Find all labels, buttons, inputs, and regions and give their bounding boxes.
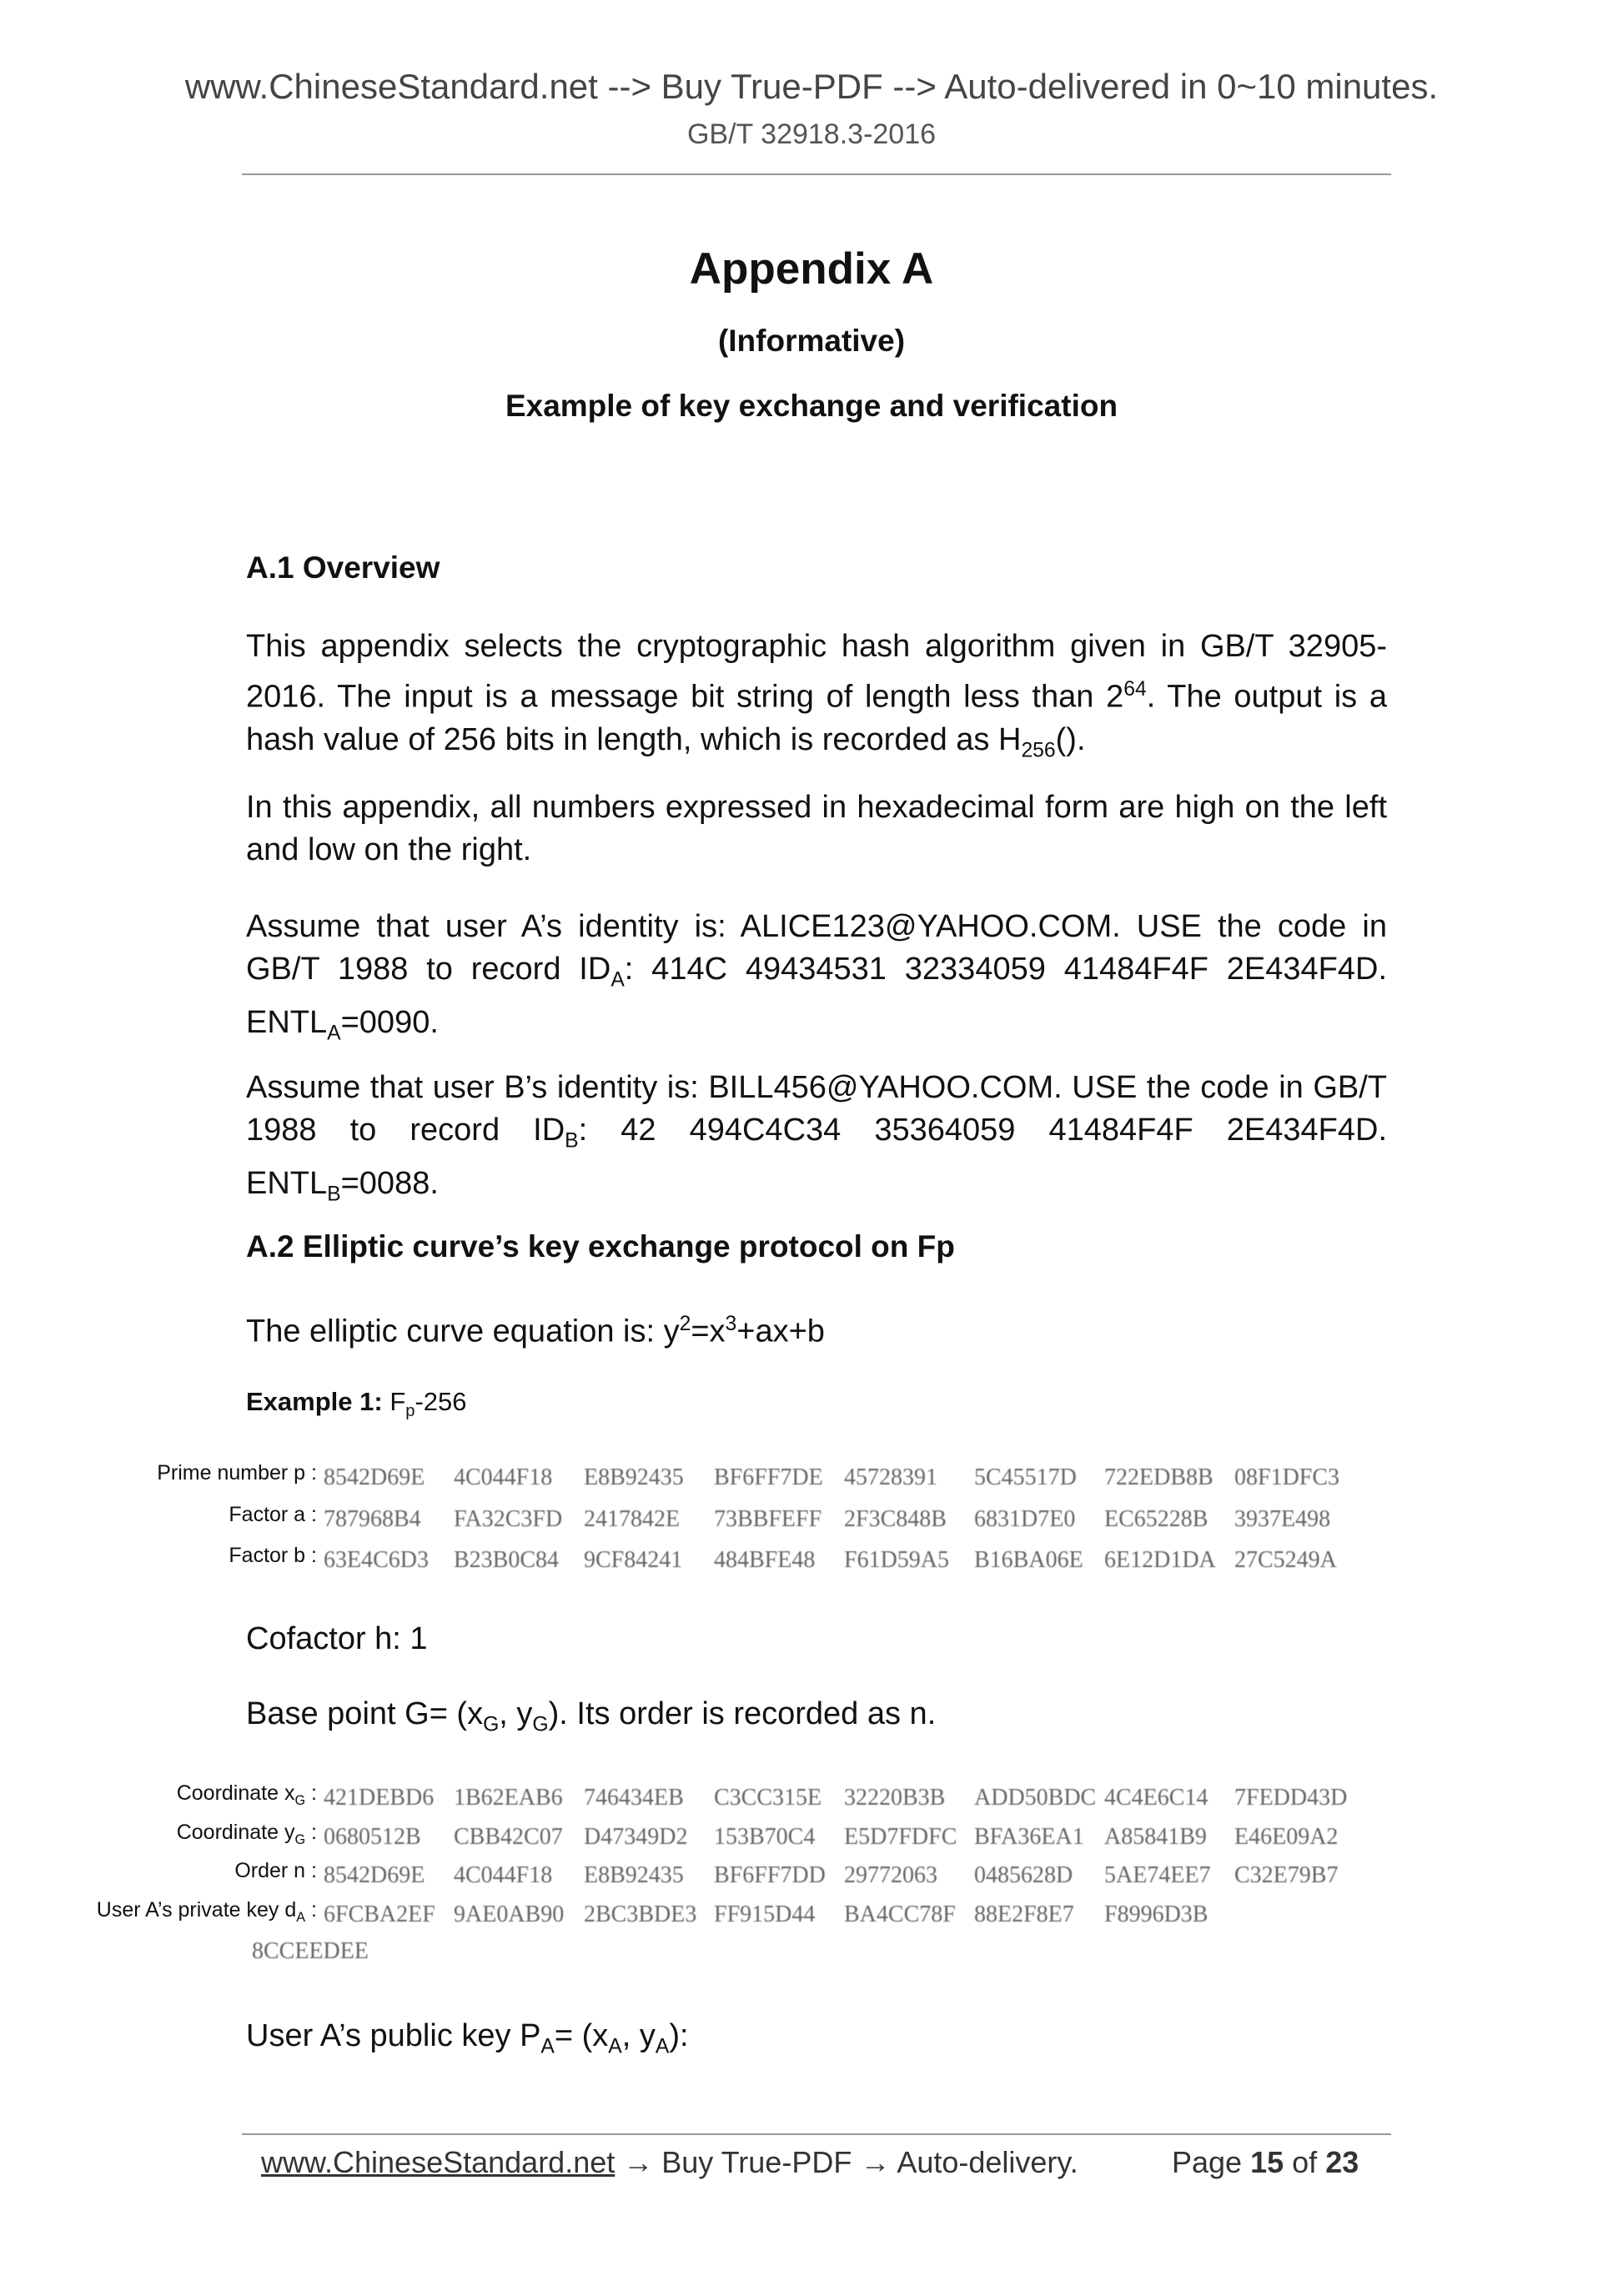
- hex-word: B23B0C84: [454, 1547, 560, 1573]
- hex-word: 73BBFEFF: [714, 1506, 822, 1532]
- paragraph-user-b: Assume that user B’s identity is: BILL456@YAHOO.COM. USE the code in GB/T 1988 to record $ID_B$: 42 494C4C34 35364059 41484F4F 2E434F4D. $ENTL_B=0088$.: [246, 1070, 1388, 1206]
- param-label: User A’s private key $d_A$ :: [96, 1898, 317, 1925]
- hex-word: 484BFE48: [714, 1547, 816, 1573]
- param-label: Factor b :: [229, 1544, 317, 1567]
- param-label: Prime number p :: [157, 1461, 317, 1485]
- base-point-row: [0, 1821, 1623, 1854]
- hex-word: C3CC315E: [714, 1785, 822, 1811]
- header-banner: www.ChineseStandard.net --> Buy True-PDF --> Auto-delivered in 0~10 minutes.: [184, 67, 1439, 106]
- base-point-row: [0, 1859, 1623, 1892]
- param-label: Order n :: [234, 1859, 317, 1882]
- header-standard-number: GB/T 32918.3-2016: [686, 118, 937, 150]
- paragraph-hash: This appendix selects the cryptographic hash algorithm given in GB/T 32905-2016. The input is a message bit string of length less than $2^{64}$. The output is a hash value of 256 bits in length, which is recorded as $H_{256}()$.: [246, 629, 1387, 762]
- param-label-text: Factor b: [229, 1544, 306, 1567]
- hex-word: 722EDB8B: [1104, 1465, 1213, 1490]
- hex-word: 27C5249A: [1234, 1547, 1337, 1573]
- param-label-sub: G: [294, 1832, 306, 1847]
- hex-word: 08F1DFC3: [1234, 1465, 1340, 1490]
- appendix-caption: Example of key exchange and verification: [505, 389, 1118, 423]
- hex-word: B16BA06E: [974, 1547, 1083, 1573]
- hex-word: 6831D7E0: [974, 1506, 1076, 1532]
- hex-word: 29772063: [844, 1862, 937, 1888]
- appendix-subtitle: (Informative): [717, 324, 906, 358]
- base-point-row: [0, 1898, 1623, 1932]
- base-point-row: [0, 1781, 1623, 1815]
- appendix-title: Appendix A: [689, 244, 934, 294]
- hex-word: 9CF84241: [584, 1547, 683, 1573]
- hex-word: 45728391: [844, 1465, 937, 1490]
- hex-word: 8542D69E: [324, 1862, 425, 1888]
- curve-equation: The elliptic curve equation is: $y^2=x^3+ax+b$: [246, 1313, 825, 1349]
- hex-word: 0680512B: [324, 1824, 421, 1850]
- param-label: Factor a :: [229, 1503, 317, 1526]
- hex-word: D47349D2: [584, 1824, 688, 1850]
- hex-word: 9AE0AB90: [454, 1902, 565, 1927]
- hex-word: CBB42C07: [454, 1824, 563, 1850]
- hex-word: BA4CC78F: [844, 1902, 956, 1927]
- param-label-text: Prime number p: [157, 1461, 306, 1485]
- paragraph-user-a: Assume that user A’s identity is: ALICE123@YAHOO.COM. USE the code in GB/T 1988 to record $ID_A$: 414C 49434531 32334059 41484F4F 2E434F4D. $ENTL_A=0090$.: [246, 909, 1387, 1045]
- hex-word: E8B92435: [584, 1465, 684, 1490]
- hex-word: 32220B3B: [844, 1785, 946, 1811]
- param-label-text: Coordinate y: [176, 1821, 295, 1844]
- hex-word: 6FCBA2EF: [324, 1902, 435, 1927]
- hex-word: 3937E498: [1234, 1506, 1331, 1532]
- hex-word: 5AE74EE7: [1104, 1862, 1211, 1888]
- hex-word: E5D7FDFC: [844, 1824, 957, 1850]
- hex-word: E46E09A2: [1234, 1824, 1339, 1850]
- hex-word: EC65228B: [1104, 1506, 1208, 1532]
- curve-parameter-row: [0, 1461, 1623, 1495]
- hex-word: A85841B9: [1104, 1824, 1207, 1850]
- hex-word: 746434EB: [584, 1785, 684, 1811]
- private-key-continuation: 8CCEEDEE: [252, 1938, 369, 1964]
- hex-word: C32E79B7: [1234, 1862, 1339, 1888]
- hex-word: 4C044F18: [454, 1862, 553, 1888]
- curve-parameter-row: [0, 1503, 1623, 1536]
- param-label: Coordinate $x_G$ :: [176, 1781, 317, 1808]
- footer-link[interactable]: www.ChineseStandard.net: [261, 2145, 616, 2179]
- hex-word: FF915D44: [714, 1902, 816, 1927]
- hex-word: 6E12D1DA: [1104, 1547, 1216, 1573]
- hex-word: 2BC3BDE3: [584, 1902, 697, 1927]
- hex-word: 153B70C4: [714, 1824, 816, 1850]
- hex-word: 0485628D: [974, 1862, 1073, 1888]
- hex-word: 421DEBD6: [324, 1785, 435, 1811]
- hex-word: 7FEDD43D: [1234, 1785, 1348, 1811]
- base-point: Base point $G= (x_G$, $y_G$). Its order is recorded as n.: [246, 1696, 937, 1736]
- hex-word: 2F3C848B: [844, 1506, 947, 1532]
- param-label-text: Order n: [234, 1859, 306, 1882]
- hex-word: 8542D69E: [324, 1465, 425, 1490]
- param-label: Coordinate $y_G$ :: [176, 1821, 317, 1847]
- page-number: Page 15 of 23: [1172, 2145, 1359, 2179]
- footer-text: www.ChineseStandard.net → Buy True-PDF → Auto-delivery.: [261, 2145, 1078, 2179]
- param-label-text: Coordinate x: [176, 1781, 295, 1805]
- hex-word: 1B62EAB6: [454, 1785, 563, 1811]
- hex-word: 2417842E: [584, 1506, 681, 1532]
- hex-word: ADD50BDC: [974, 1785, 1097, 1811]
- example-label: Example 1: $F_p-256$: [246, 1387, 467, 1421]
- hex-word: BF6FF7DE: [714, 1465, 823, 1490]
- footer-divider: [242, 2133, 1391, 2135]
- public-key-line: User A’s public key $P_A= (x_A$, $y_A$):: [246, 2018, 689, 2058]
- hex-word: 88E2F8E7: [974, 1902, 1074, 1927]
- hex-word: 5C45517D: [974, 1465, 1077, 1490]
- hex-word: 4C044F18: [454, 1465, 553, 1490]
- hex-word: 63E4C6D3: [324, 1547, 429, 1573]
- header-divider: [242, 173, 1391, 175]
- param-label-sub: G: [294, 1793, 306, 1808]
- hex-word: BF6FF7DD: [714, 1862, 826, 1888]
- param-label-sub: A: [296, 1910, 306, 1925]
- hex-word: F8996D3B: [1104, 1902, 1208, 1927]
- hex-word: 787968B4: [324, 1506, 421, 1532]
- param-label-text: User A’s private key d: [96, 1898, 297, 1922]
- hex-word: 4C4E6C14: [1104, 1785, 1208, 1811]
- section-heading-a2: A.2 Elliptic curve’s key exchange protocol on Fp: [246, 1229, 955, 1264]
- section-heading-a1: A.1 Overview: [246, 550, 440, 585]
- cofactor: Cofactor h: 1: [246, 1621, 428, 1656]
- hex-word: E8B92435: [584, 1862, 684, 1888]
- hex-word: FA32C3FD: [454, 1506, 563, 1532]
- param-label-text: Factor a: [229, 1503, 306, 1526]
- curve-parameter-row: [0, 1544, 1623, 1577]
- hex-word: BFA36EA1: [974, 1824, 1084, 1850]
- paragraph-hex: In this appendix, all numbers expressed in hexadecimal form are high on the left and low on the right.: [246, 790, 1387, 867]
- hex-word: F61D59A5: [844, 1547, 950, 1573]
